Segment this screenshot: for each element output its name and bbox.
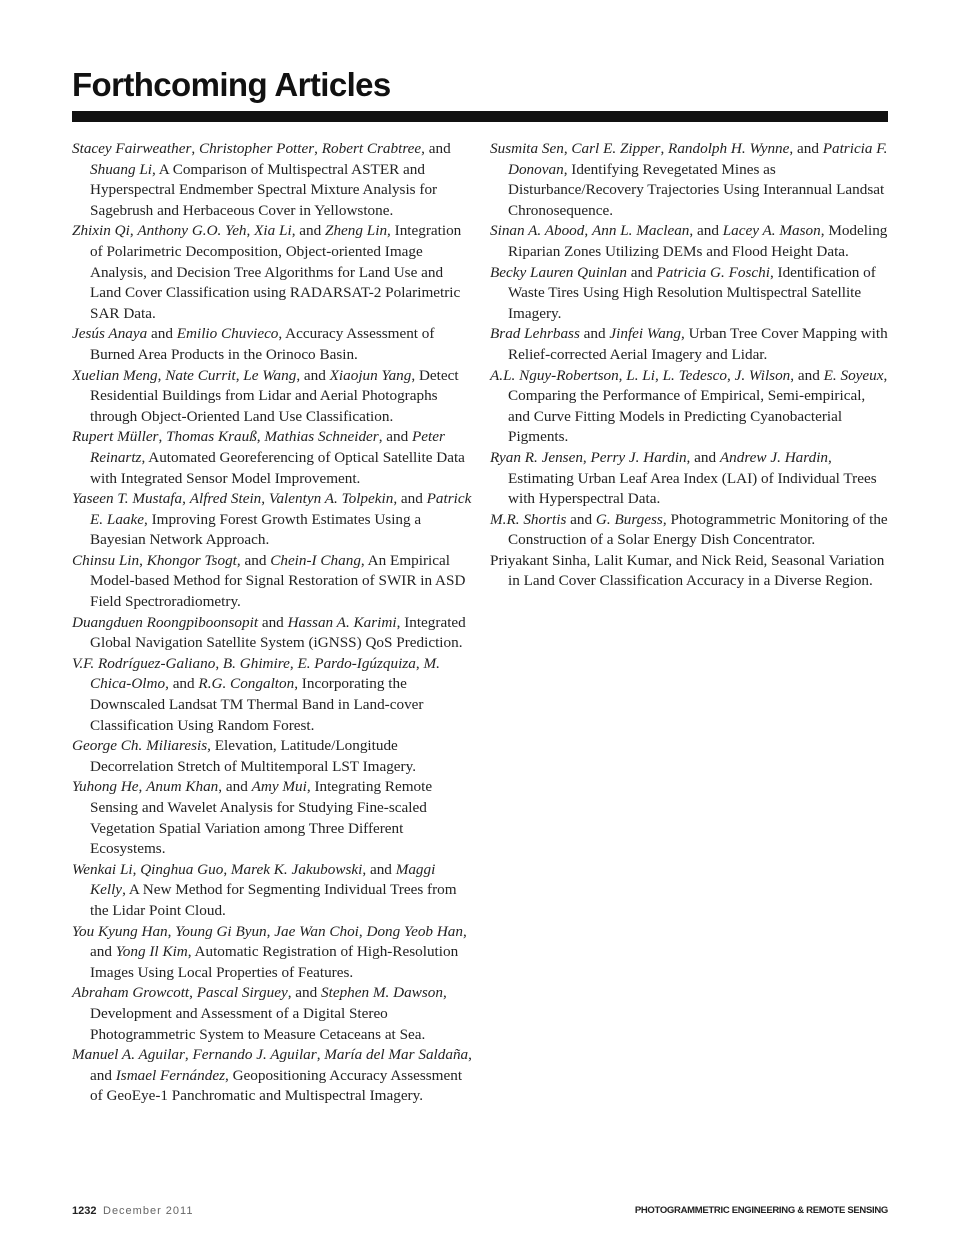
author-name: Young Gi Byun — [175, 922, 267, 940]
author-name: Alfred Stein — [189, 490, 262, 508]
entry-text: , Integrating Remote Sensing and Wavelet Analysis for Studying Fine-scaled Vegetation Spatial Variation among Three Different Ecosystems. — [90, 778, 433, 858]
author-name: George Ch. Miliaresis — [72, 737, 208, 755]
author-name: Emilio Chuvieco — [176, 325, 279, 343]
entry-text: , Geopositioning Accuracy Assessment of GeoEye-1 Panchromatic and Multispectral Imagery. — [90, 1066, 463, 1105]
author-name: Le Wang — [243, 366, 297, 384]
author-name: Fernando J. Aguilar — [192, 1046, 317, 1064]
entry-text: , Incorporating the Downscaled Landsat TM Thermal Band in Land-cover Classification Using Random Forest. — [90, 675, 424, 734]
author-name: Valentyn A. Tolpekin — [268, 490, 394, 508]
author-name: L. Li — [626, 366, 655, 384]
right-column — [490, 139, 888, 592]
author-name: Hassan A. Karimi — [287, 613, 397, 631]
entry-text: , Modeling Riparian Zones Utilizing DEMs and Flood Height Data. — [508, 222, 888, 260]
author-name: Zhixin Qi — [72, 222, 130, 240]
author-name: Becky Lauren Quinlan — [490, 263, 627, 281]
entry-text: , — [138, 778, 147, 796]
article-entry — [72, 221, 472, 324]
author-name: G. Burgess — [595, 510, 663, 528]
author-name: Chinsu Lin — [72, 551, 140, 569]
entry-text: , and — [236, 551, 271, 569]
author-name: J. Wilson — [734, 366, 791, 384]
entry-text: , — [727, 366, 735, 384]
entry-text: , — [191, 140, 199, 157]
entry-text: , — [358, 922, 367, 940]
entry-text: , Accuracy Assessment of Burned Area Products in the Orinoco Basin. — [90, 325, 435, 363]
entry-text: , Comparing the Performance of Empirical, Semi-empirical, and Curve Fitting Models in Predicting Cyanobacterial Pigments. — [508, 366, 888, 446]
article-entry — [490, 139, 888, 221]
author-name: Susmita Sen — [490, 140, 564, 157]
author-name: Yuhong He — [72, 778, 139, 796]
article-entry — [72, 654, 472, 736]
entry-text: , Elevation, Latitude/Longitude Decorrelation Stretch of Multitemporal LST Imagery. — [90, 737, 417, 775]
entry-text: , — [129, 222, 138, 240]
entry-text: , — [584, 222, 592, 240]
author-name: Duangduen Roongpiboonsopit — [72, 613, 259, 631]
article-entry — [490, 551, 888, 592]
entry-text: , — [314, 140, 322, 157]
author-name: Jae Wan Choi — [274, 922, 359, 940]
entry-text: , and — [393, 490, 427, 508]
article-entry — [72, 736, 472, 777]
author-name: Perry J. Hardin — [590, 448, 687, 466]
author-name: Chein-I Chang — [270, 551, 361, 569]
author-name: Nate Currit — [165, 366, 236, 384]
author-name: Stephen M. Dawson — [321, 984, 443, 1002]
entry-text: , and — [90, 1046, 472, 1084]
entry-text: , Estimating Urban Leaf Area Index (LAI) of Individual Trees with Hyperspectral Data. — [508, 448, 877, 508]
entry-text: , — [215, 654, 223, 672]
entry-text: , — [235, 366, 244, 384]
author-name: Manuel A. Aguilar — [72, 1046, 185, 1064]
article-entry — [490, 221, 888, 262]
author-name: Khongor Tsogt — [146, 551, 237, 569]
entry-text: , and — [689, 222, 723, 240]
journal-name: PHOTOGRAMMETRIC ENGINEERING & REMOTE SENSING — [634, 1205, 888, 1216]
entry-text: , Integrated Global Navigation Satellite System (iGNSS) QoS Prediction. — [90, 613, 466, 652]
entry-text: , — [189, 984, 197, 1002]
article-entry — [490, 263, 888, 325]
entry-text: and — [258, 613, 288, 631]
author-name: M.R. Shortis — [490, 510, 567, 528]
author-name: Christopher Potter — [198, 140, 315, 157]
article-entry — [72, 1045, 472, 1107]
author-name: V.F. Rodríguez-Galiano — [72, 654, 216, 672]
entry-text: and — [147, 325, 177, 343]
article-entry — [490, 324, 888, 365]
entry-text: , and — [218, 778, 252, 796]
author-name: Xuelian Meng — [72, 366, 158, 384]
author-name: Anum Khan — [146, 778, 219, 796]
entry-text: , — [158, 428, 167, 446]
entry-text: , and — [90, 922, 467, 961]
entry-text: , — [415, 654, 424, 672]
entry-text: , and — [362, 860, 396, 878]
entry-text: , — [266, 922, 275, 940]
entry-text: , — [261, 490, 269, 508]
author-name: M. Chica-Olmo — [90, 654, 440, 693]
author-name: Amy Mui — [251, 778, 307, 796]
entry-text: , — [660, 140, 669, 157]
author-name: Anthony G.O. Yeh — [137, 222, 247, 240]
entry-text: , — [316, 1046, 325, 1064]
entry-text: , — [157, 366, 166, 384]
author-name: Lacey A. Mason — [722, 222, 821, 240]
article-entry — [72, 613, 472, 654]
author-name: Pascal Sirguey — [196, 984, 288, 1002]
author-name: Carl E. Zipper — [571, 140, 661, 157]
entry-text: , Detect Residential Buildings from Lidar and Aerial Photographs through Object-Oriented Land Use Classification. — [90, 366, 459, 425]
entry-text: , Improving Forest Growth Estimates Using a Bayesian Network Approach. — [90, 510, 422, 549]
entry-text: , and — [378, 428, 413, 446]
author-name: Yong Il Kim — [115, 943, 188, 961]
entry-text: , — [132, 860, 141, 878]
author-name: Rupert Müller — [72, 428, 159, 446]
author-name: Xiaojun Yang — [329, 366, 412, 384]
entry-text: , — [182, 490, 190, 508]
author-name: Thomas Krauß — [166, 428, 257, 446]
author-name: Maggi Kelly — [90, 860, 436, 899]
article-entry — [72, 860, 472, 922]
article-entry — [72, 366, 472, 428]
entry-text: , Urban Tree Cover Mapping with Relief-corrected Aerial Imagery and Lidar. — [508, 325, 888, 363]
entry-text: , and — [287, 984, 322, 1002]
entry-text: , An Empirical Model-based Method for Signal Restoration of SWIR in ASD Field Spectroradiometry. — [90, 551, 466, 611]
entry-text: , A New Method for Segmenting Individual Trees from the Lidar Point Cloud. — [90, 881, 457, 919]
article-entry — [490, 366, 888, 448]
page-title: Forthcoming Articles — [72, 66, 391, 103]
author-name: Yaseen T. Mustafa — [72, 490, 183, 508]
author-name: Ryan R. Jensen — [490, 448, 583, 466]
entry-text: , — [256, 428, 265, 446]
entry-text: , Automatic Registration of High-Resolution Images Using Local Properties of Features. — [90, 943, 459, 981]
entry-text: , — [167, 922, 176, 940]
article-entry — [72, 489, 472, 551]
page-number: 1232 — [72, 1205, 97, 1217]
author-name: Patrick E. Laake — [90, 490, 472, 528]
author-name: Andrew J. Hardin — [719, 448, 829, 466]
entry-text: , Identification of Waste Tires Using High Resolution Multispectral Satellite Imagery. — [508, 263, 876, 322]
entry-text: , — [654, 366, 663, 384]
author-name: E. Soyeux — [823, 366, 884, 384]
author-name: L. Tedesco — [662, 366, 727, 384]
entry-text: , and — [686, 448, 720, 466]
article-entry — [72, 922, 472, 984]
title-rule — [72, 111, 888, 122]
entry-text: , and — [789, 140, 823, 157]
article-entry — [72, 324, 472, 365]
author-name: Patricia G. Foschi — [656, 263, 770, 281]
entry-text: and — [566, 510, 596, 528]
author-name: R.G. Congalton — [198, 675, 295, 693]
entry-text: , and — [421, 140, 451, 157]
author-name: Wenkai Li — [72, 860, 133, 878]
author-name: Abraham Growcott — [72, 984, 190, 1002]
issue-date: December 2011 — [103, 1205, 194, 1217]
entry-text: , Photogrammetric Monitoring of the Construction of a Solar Energy Dish Concentrator. — [508, 510, 888, 549]
entry-text: and — [579, 325, 610, 343]
article-entry — [490, 510, 888, 551]
entry-text: , and — [291, 222, 326, 240]
article-entry — [72, 777, 472, 859]
entry-text: , and — [165, 675, 199, 693]
author-name: Jinfei Wang — [609, 325, 681, 343]
author-name: A.L. Nguy-Robertson — [490, 366, 619, 384]
author-name: Peter Reinartz — [90, 428, 445, 466]
entry-text: , — [563, 140, 572, 157]
author-name: Marek K. Jakubowski — [230, 860, 363, 878]
article-entry — [72, 139, 472, 221]
article-entry — [490, 448, 888, 510]
author-name: Sinan A. Abood — [490, 222, 585, 240]
entry-text: , — [223, 860, 231, 878]
author-name: E. Pardo-Igúzquiza — [297, 654, 416, 672]
author-name: Qinghua Guo — [140, 860, 224, 878]
author-name: Brad Lehrbass — [490, 325, 580, 343]
entry-text: and — [626, 263, 657, 281]
author-name: B. Ghimire — [222, 654, 290, 672]
entry-text: , — [618, 366, 627, 384]
author-name: María del Mar Saldaña — [324, 1046, 469, 1064]
entry-text: , — [582, 448, 591, 466]
author-name: Stacey Fairweather — [72, 140, 192, 157]
author-name: Xia Li — [254, 222, 292, 240]
entry-text: , and — [296, 366, 330, 384]
article-entry — [72, 427, 472, 489]
author-name: Shuang Li — [90, 160, 153, 178]
entry-text: , Development and Assessment of a Digital Stereo Photogrammetric System to Measure Cetaceans at Sea. — [90, 984, 447, 1043]
author-name: Zheng Lin — [325, 222, 388, 240]
author-name: Ismael Fernández — [115, 1066, 225, 1084]
entry-text: , Integration of Polarimetric Decomposition, Object-oriented Image Analysis, and Decision Tree Algorithms for Land Use and Land Cover Classification using RADARSAT-2 Polarimetric SAR Data. — [90, 222, 462, 322]
entry-text: Priyakant Sinha, Lalit Kumar, and Nick Reid, Seasonal Variation in Land Cover Classification Accuracy in a Diverse Region. — [490, 551, 885, 590]
author-name: You Kyung Han — [72, 922, 168, 940]
entry-text: , — [184, 1046, 193, 1064]
author-name: Mathias Schneider — [264, 428, 379, 446]
author-name: Ann L. Maclean — [591, 222, 690, 240]
entry-text: , — [246, 222, 255, 240]
entry-text: , and — [790, 366, 824, 384]
author-name: Jesús Anaya — [72, 325, 148, 343]
article-entry — [72, 983, 472, 1045]
entry-text: , Identifying Revegetated Mines as Disturbance/Recovery Trajectories Using Interannual Landsat Chronosequence. — [508, 160, 885, 219]
author-name: Dong Yeob Han — [366, 922, 463, 940]
entry-text: , Automated Georeferencing of Optical Satellite Data with Integrated Sensor Model Improvement. — [90, 448, 465, 487]
entry-text: , A Comparison of Multispectral ASTER and Hyperspectral Endmember Spectral Mixture Analysis for Sagebrush and Herbaceous Cover in Yellowstone. — [90, 160, 438, 219]
author-name: Patricia F. Donovan — [508, 140, 888, 178]
author-name: Randolph H. Wynne — [668, 140, 790, 157]
left-column — [72, 139, 472, 1107]
author-name: Robert Crabtree — [321, 140, 422, 157]
entry-text: , — [289, 654, 298, 672]
entry-text: , — [139, 551, 147, 569]
article-entry — [72, 551, 472, 613]
